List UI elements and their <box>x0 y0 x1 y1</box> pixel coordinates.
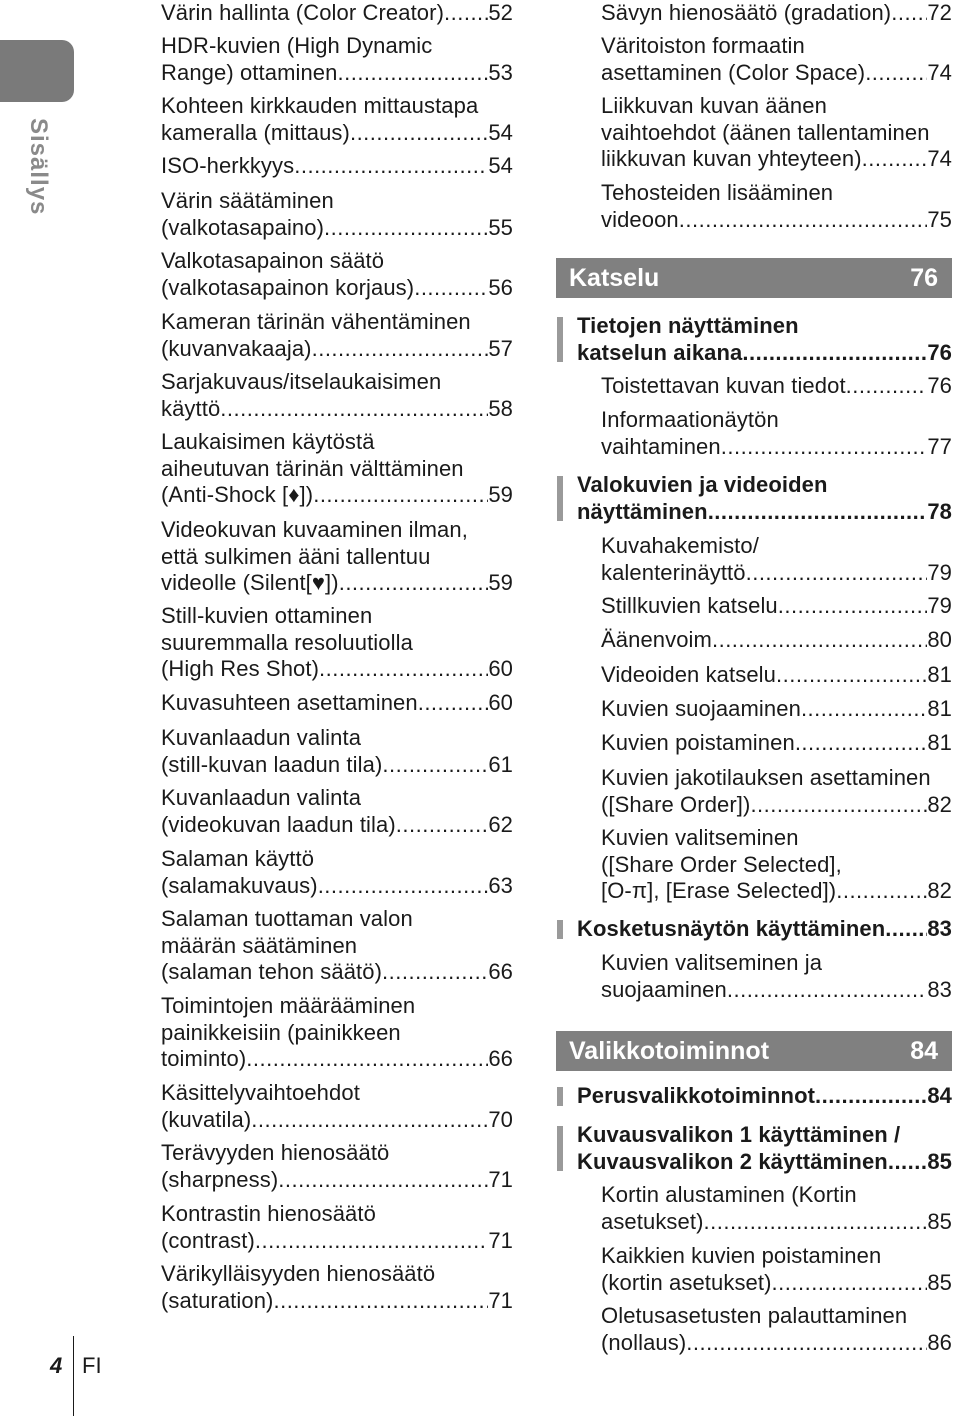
toc-page-number: 70 <box>488 1106 513 1132</box>
toc-entry-line: Videokuvan kuvaaminen ilman, <box>161 517 468 542</box>
toc-page-number: 81 <box>927 662 952 687</box>
toc-major-entry[interactable] <box>577 1083 952 1110</box>
dot-leader <box>318 873 489 900</box>
toc-entry[interactable] <box>601 627 952 654</box>
toc-entry-line: Kuvien jakotilauksen asettaminen <box>601 765 931 790</box>
toc-entry-line: Tehosteiden lisääminen <box>601 180 834 205</box>
dot-leader <box>273 1288 488 1315</box>
dot-leader <box>686 1330 927 1357</box>
toc-entry-line: Salaman tuottaman valon <box>161 906 413 931</box>
dot-leader <box>891 0 927 27</box>
toc-entry[interactable] <box>601 1182 952 1235</box>
toc-page-number: 75 <box>927 206 952 232</box>
toc-entry-line: Kuvanlaadun valinta <box>161 785 362 810</box>
toc-page-number: 58 <box>488 395 513 421</box>
toc-entry-line <box>601 1270 952 1297</box>
toc-entry-text: videolle (Silent[♥]) <box>161 570 339 595</box>
toc-entry[interactable] <box>601 730 952 757</box>
toc-entry-line: vaihtoehdot (äänen tallentaminen <box>601 119 930 145</box>
toc-entry[interactable] <box>161 153 513 180</box>
dot-leader <box>721 434 928 461</box>
toc-entry[interactable] <box>601 593 952 620</box>
dot-leader <box>888 1149 928 1176</box>
toc-entry-text: Värin hallinta (Color Creator) <box>161 0 444 25</box>
toc-page-number: 53 <box>488 59 513 85</box>
toc-entry-text: toiminto) <box>161 1046 247 1071</box>
toc-major-entry[interactable] <box>577 1122 952 1175</box>
toc-entry-line <box>161 482 513 509</box>
toc-entry-line <box>601 207 952 234</box>
toc-entry-line <box>577 1149 952 1176</box>
toc-entry-text: (videokuvan laadun tila) <box>161 811 396 837</box>
dot-leader <box>444 0 488 27</box>
dot-leader <box>251 1107 488 1134</box>
toc-entry-line: aiheutuvan tärinän välttäminen <box>161 455 464 481</box>
toc-entry-line <box>577 340 952 367</box>
toc-entry[interactable] <box>161 248 513 301</box>
toc-entry-line <box>161 959 513 986</box>
toc-entry[interactable] <box>601 696 952 723</box>
toc-entry-line <box>161 873 513 900</box>
toc-entry[interactable] <box>161 1140 513 1193</box>
toc-entry-line <box>161 120 513 147</box>
toc-entry[interactable] <box>601 33 952 86</box>
toc-entry-line <box>601 1330 952 1357</box>
toc-entry-text: (still-kuvan laadun tila) <box>161 751 383 777</box>
toc-page-number: 55 <box>488 214 513 240</box>
toc-entry-line <box>161 0 513 27</box>
dot-leader <box>313 482 488 509</box>
toc-entry-line <box>577 499 952 526</box>
toc-page-number: 59 <box>488 570 513 595</box>
section-side-label: Sisällys <box>25 118 52 216</box>
toc-page-number: 60 <box>488 656 513 681</box>
toc-page-number: 85 <box>927 1269 952 1295</box>
dot-leader <box>727 977 927 1004</box>
toc-entry-line <box>601 662 952 689</box>
dot-leader <box>382 959 488 986</box>
toc-entry-text: (saturation) <box>161 1287 274 1313</box>
toc-entry-text: Sävyn hienosäätö (gradation) <box>601 0 892 25</box>
toc-page-number: 86 <box>927 1329 952 1355</box>
toc-entry[interactable] <box>161 93 513 146</box>
toc-entry[interactable] <box>601 93 952 173</box>
dot-leader <box>246 1046 488 1073</box>
toc-entry[interactable] <box>601 407 952 460</box>
toc-entry[interactable] <box>601 662 952 689</box>
toc-entry-line <box>601 977 952 1004</box>
toc-entry-line: Valokuvien ja videoiden <box>577 472 828 497</box>
toc-entry-line <box>161 60 513 87</box>
toc-entry-line: Kuvanlaadun valinta <box>161 725 362 750</box>
toc-page-number: 61 <box>488 751 513 777</box>
toc-entry-text: (High Res Shot) <box>161 656 320 681</box>
toc-entry-line: Kuvien valitseminen <box>601 825 799 850</box>
toc-entry-line <box>601 560 952 587</box>
toc-entry[interactable] <box>601 373 952 400</box>
toc-entry[interactable] <box>161 1201 513 1254</box>
toc-entry-text: Perusvalikkotoiminnot <box>577 1083 816 1108</box>
dot-leader <box>801 696 927 723</box>
toc-entry-text: (nollaus) <box>601 1329 687 1355</box>
toc-page-number: 59 <box>488 482 513 507</box>
dot-leader <box>679 207 928 234</box>
toc-page-number: 63 <box>488 872 513 898</box>
section-header <box>556 258 952 298</box>
toc-entry-line: suuremmalla resoluutiolla <box>161 629 413 655</box>
toc-entry[interactable] <box>161 33 513 86</box>
toc-entry-text: (contrast) <box>161 1227 255 1253</box>
toc-entry[interactable] <box>161 846 513 899</box>
toc-page-number: 71 <box>488 1227 513 1253</box>
section-header <box>556 1031 952 1071</box>
dot-leader <box>255 1228 488 1255</box>
toc-entry-line <box>601 0 952 27</box>
toc-entry-text: (valkotasapainon korjaus) <box>161 274 415 300</box>
toc-entry-line <box>601 60 952 87</box>
toc-entry-text: kalenterinäyttö <box>601 559 746 585</box>
toc-entry[interactable] <box>161 1080 513 1133</box>
toc-entry-line: määrän säätäminen <box>161 932 358 958</box>
dot-leader <box>746 560 928 587</box>
side-tab-marker <box>0 40 74 102</box>
toc-entry[interactable] <box>161 603 513 683</box>
dot-leader <box>396 812 489 839</box>
toc-entry-text: ([Share Order]) <box>601 791 751 817</box>
dot-leader <box>324 215 488 242</box>
toc-entry-text: asetukset) <box>601 1208 704 1234</box>
toc-entry-text: asettaminen (Color Space) <box>601 59 866 85</box>
toc-entry-line: Kameran tärinän vähentäminen <box>161 309 471 334</box>
toc-entry-text: (salaman tehon säätö) <box>161 959 383 984</box>
toc-entry-text: (valkotasapaino) <box>161 214 325 240</box>
toc-entry-line <box>161 215 513 242</box>
dot-leader <box>885 916 927 943</box>
toc-page-number: 79 <box>927 559 952 585</box>
toc-entry-line <box>161 1167 513 1194</box>
toc-entry[interactable] <box>161 725 513 778</box>
toc-entry-line: Toimintojen määrääminen <box>161 993 416 1018</box>
toc-entry-line: Salaman käyttö <box>161 846 315 871</box>
toc-entry-text: (kortin asetukset) <box>601 1269 772 1295</box>
footer-divider <box>73 1336 74 1416</box>
toc-entry-line <box>601 1209 952 1236</box>
toc-page-number: 85 <box>927 1148 952 1174</box>
toc-entry[interactable] <box>161 1261 513 1314</box>
dot-leader <box>414 275 488 302</box>
toc-entry-text: videoon <box>601 206 679 232</box>
toc-entry[interactable] <box>601 1243 952 1296</box>
toc-entry-line: HDR-kuvien (High Dynamic <box>161 33 433 58</box>
dot-leader <box>339 570 489 597</box>
toc-entry-text: [O-π], [Erase Selected]) <box>601 878 837 903</box>
toc-entry-line: Käsittelyvaihtoehdot <box>161 1080 360 1105</box>
toc-entry-line <box>161 275 513 302</box>
toc-entry-text: Kosketusnäytön käyttäminen <box>577 916 886 941</box>
section-page-number: 84 <box>910 1037 938 1065</box>
toc-page-number: 85 <box>927 1208 952 1234</box>
toc-entry-line <box>601 434 952 461</box>
dot-leader <box>312 336 489 363</box>
toc-entry-text: Toistettavan kuvan tiedot <box>601 373 846 398</box>
dot-leader <box>382 752 488 779</box>
toc-entry-line <box>601 878 952 905</box>
toc-entry-line <box>161 690 513 717</box>
toc-entry-text: liikkuvan kuvan yhteyteen) <box>601 146 862 171</box>
dot-leader <box>220 396 488 423</box>
dot-leader <box>750 792 927 819</box>
toc-entry-line <box>161 336 513 363</box>
toc-entry-line: Kuvien valitseminen ja <box>601 950 823 975</box>
toc-entry-line: ([Share Order Selected], <box>601 851 842 877</box>
dot-leader <box>836 878 927 905</box>
toc-entry-line: Oletusasetusten palauttaminen <box>601 1303 908 1328</box>
toc-entry[interactable] <box>161 517 513 597</box>
toc-entry-line: Still-kuvien ottaminen <box>161 603 373 628</box>
toc-entry[interactable] <box>161 690 513 717</box>
toc-entry-line: Kohteen kirkkauden mittaustapa <box>161 93 479 118</box>
toc-entry-line <box>601 730 952 757</box>
toc-page-number: 83 <box>927 976 952 1002</box>
dot-leader <box>337 60 488 87</box>
toc-entry-line <box>161 396 513 423</box>
toc-entry[interactable] <box>601 950 952 1003</box>
toc-entry-text: Äänenvoim <box>601 627 712 652</box>
toc-page-number: 57 <box>488 335 513 361</box>
page-number: 4 <box>50 1353 63 1378</box>
toc-entry-line: Kuvausvalikon 1 käyttäminen / <box>577 1122 901 1147</box>
dot-leader <box>865 60 927 87</box>
toc-entry-line: Väritoiston formaatin <box>601 33 805 58</box>
toc-entry-line <box>601 627 952 654</box>
toc-page-number: 80 <box>927 627 952 652</box>
toc-entry[interactable] <box>601 180 952 233</box>
toc-entry-text: katselun aikana <box>577 339 743 365</box>
toc-entry-line <box>161 570 513 597</box>
toc-major-entry[interactable] <box>577 313 952 366</box>
toc-entry-text: Range) ottaminen <box>161 59 338 85</box>
dot-leader <box>795 730 928 757</box>
toc-entry[interactable] <box>161 369 513 422</box>
toc-entry-line <box>601 373 952 400</box>
toc-page-number: 60 <box>488 690 513 715</box>
toc-entry[interactable] <box>601 825 952 905</box>
toc-entry-line: Kuvahakemisto/ <box>601 533 759 558</box>
toc-page-number: 52 <box>488 0 513 25</box>
toc-page-number: 71 <box>488 1287 513 1313</box>
toc-entry[interactable] <box>601 0 952 27</box>
toc-page-number: 81 <box>927 730 952 755</box>
toc-entry-text: (salamakuvaus) <box>161 872 318 898</box>
toc-entry[interactable] <box>601 533 952 586</box>
toc-entry-text: käyttö <box>161 395 221 421</box>
toc-entry-line <box>601 792 952 819</box>
toc-page-number: 79 <box>927 593 952 618</box>
toc-entry-line <box>601 146 952 173</box>
toc-entry-line <box>161 752 513 779</box>
toc-entry-line <box>601 593 952 620</box>
dot-leader <box>815 1083 927 1110</box>
toc-page-number: 56 <box>488 274 513 300</box>
toc-entry-line: Värikylläisyyden hienosäätö <box>161 1261 436 1286</box>
toc-entry-line <box>161 153 513 180</box>
dot-leader <box>772 1270 928 1297</box>
toc-entry-text: Kuvien poistaminen <box>601 730 795 755</box>
toc-entry-line: painikkeisiin (painikkeen <box>161 1019 401 1045</box>
toc-entry-text: Videoiden katselu <box>601 662 776 687</box>
toc-page-number: 77 <box>927 433 952 459</box>
toc-entry-line: Informaationäytön <box>601 407 779 432</box>
toc-page-number: 76 <box>927 339 952 365</box>
toc-page-number: 82 <box>927 791 952 817</box>
page-language: FI <box>82 1353 102 1378</box>
toc-page-number: 83 <box>927 916 952 941</box>
dot-leader <box>712 627 927 654</box>
toc-page-number: 78 <box>927 498 952 524</box>
toc-entry[interactable] <box>161 993 513 1073</box>
dot-leader <box>278 1167 488 1194</box>
toc-entry[interactable] <box>161 309 513 362</box>
toc-major-entry[interactable] <box>577 916 952 943</box>
toc-entry-line <box>601 696 952 723</box>
toc-page-number: 66 <box>488 1046 513 1071</box>
dot-leader <box>846 373 928 400</box>
toc-entry-text: Kuvien suojaaminen <box>601 696 801 721</box>
toc-page-number: 54 <box>488 153 513 178</box>
toc-entry-line <box>161 1046 513 1073</box>
toc-entry-line: Terävyyden hienosäätö <box>161 1140 390 1165</box>
toc-entry[interactable] <box>161 0 513 27</box>
toc-entry-line: Kortin alustaminen (Kortin <box>601 1182 857 1207</box>
toc-entry-line <box>161 1228 513 1255</box>
dot-leader <box>704 1209 928 1236</box>
dot-leader <box>742 340 927 367</box>
dot-leader <box>350 120 488 147</box>
toc-entry-text: ISO-herkkyys <box>161 153 295 178</box>
toc-entry-line <box>161 656 513 683</box>
dot-leader <box>776 662 927 689</box>
toc-entry-line: Sarjakuvaus/itselaukaisimen <box>161 369 442 394</box>
toc-entry-text: Stillkuvien katselu <box>601 593 778 618</box>
section-title: Katselu <box>569 264 660 292</box>
toc-entry-line <box>577 916 952 943</box>
toc-entry-line <box>161 1288 513 1315</box>
toc-entry-text: (kuvatila) <box>161 1106 252 1132</box>
toc-entry[interactable] <box>161 906 513 986</box>
toc-entry-line: Kaikkien kuvien poistaminen <box>601 1243 882 1268</box>
toc-entry-line <box>161 812 513 839</box>
toc-entry[interactable] <box>161 188 513 241</box>
toc-entry[interactable] <box>601 765 952 818</box>
toc-page-number: 74 <box>927 59 952 85</box>
dot-leader <box>319 656 488 683</box>
toc-page-number: 62 <box>488 811 513 837</box>
toc-major-entry[interactable] <box>577 472 952 525</box>
toc-entry-text: Kuvausvalikon 2 käyttäminen <box>577 1148 888 1174</box>
toc-entry-text: vaihtaminen <box>601 433 721 459</box>
toc-entry[interactable] <box>161 785 513 838</box>
toc-entry-text: (Anti-Shock [♦]) <box>161 482 314 507</box>
toc-page-number: 54 <box>488 119 513 145</box>
dot-leader <box>294 153 488 180</box>
toc-page-number: 74 <box>927 146 952 171</box>
toc-entry-line: Valkotasapainon säätö <box>161 248 385 273</box>
section-title: Valikkotoiminnot <box>569 1037 770 1065</box>
toc-entry-text: (sharpness) <box>161 1166 279 1192</box>
toc-page-number: 76 <box>927 373 952 398</box>
dot-leader <box>862 146 928 173</box>
toc-entry-line: Kontrastin hienosäätö <box>161 1201 376 1226</box>
toc-entry-line <box>161 1107 513 1134</box>
toc-entry[interactable] <box>161 429 513 509</box>
toc-page-number: 84 <box>927 1083 952 1108</box>
toc-entry-line: Värin säätäminen <box>161 188 334 213</box>
toc-entry-line: Liikkuvan kuvan äänen <box>601 93 827 118</box>
section-page-number: 76 <box>910 264 938 292</box>
toc-entry-text: suojaaminen <box>601 976 727 1002</box>
toc-page-number: 66 <box>488 959 513 984</box>
toc-entry[interactable] <box>601 1303 952 1356</box>
toc-entry-line: että sulkimen ääni tallentuu <box>161 543 431 569</box>
dot-leader <box>778 593 928 620</box>
toc-entry-line <box>577 1083 952 1110</box>
toc-page-number: 81 <box>927 696 952 721</box>
toc-page-number: 71 <box>488 1166 513 1192</box>
toc-entry-text: kameralla (mittaus) <box>161 119 350 145</box>
toc-entry-line: Tietojen näyttäminen <box>577 313 799 338</box>
dot-leader <box>708 499 928 526</box>
dot-leader <box>418 690 489 717</box>
toc-entry-line: Laukaisimen käytöstä <box>161 429 375 454</box>
toc-page-number: 82 <box>927 878 952 903</box>
toc-page-number: 72 <box>927 0 952 25</box>
toc-entry-text: (kuvanvakaaja) <box>161 335 312 361</box>
toc-entry-text: näyttäminen <box>577 498 708 524</box>
toc-entry-text: Kuvasuhteen asettaminen <box>161 690 418 715</box>
